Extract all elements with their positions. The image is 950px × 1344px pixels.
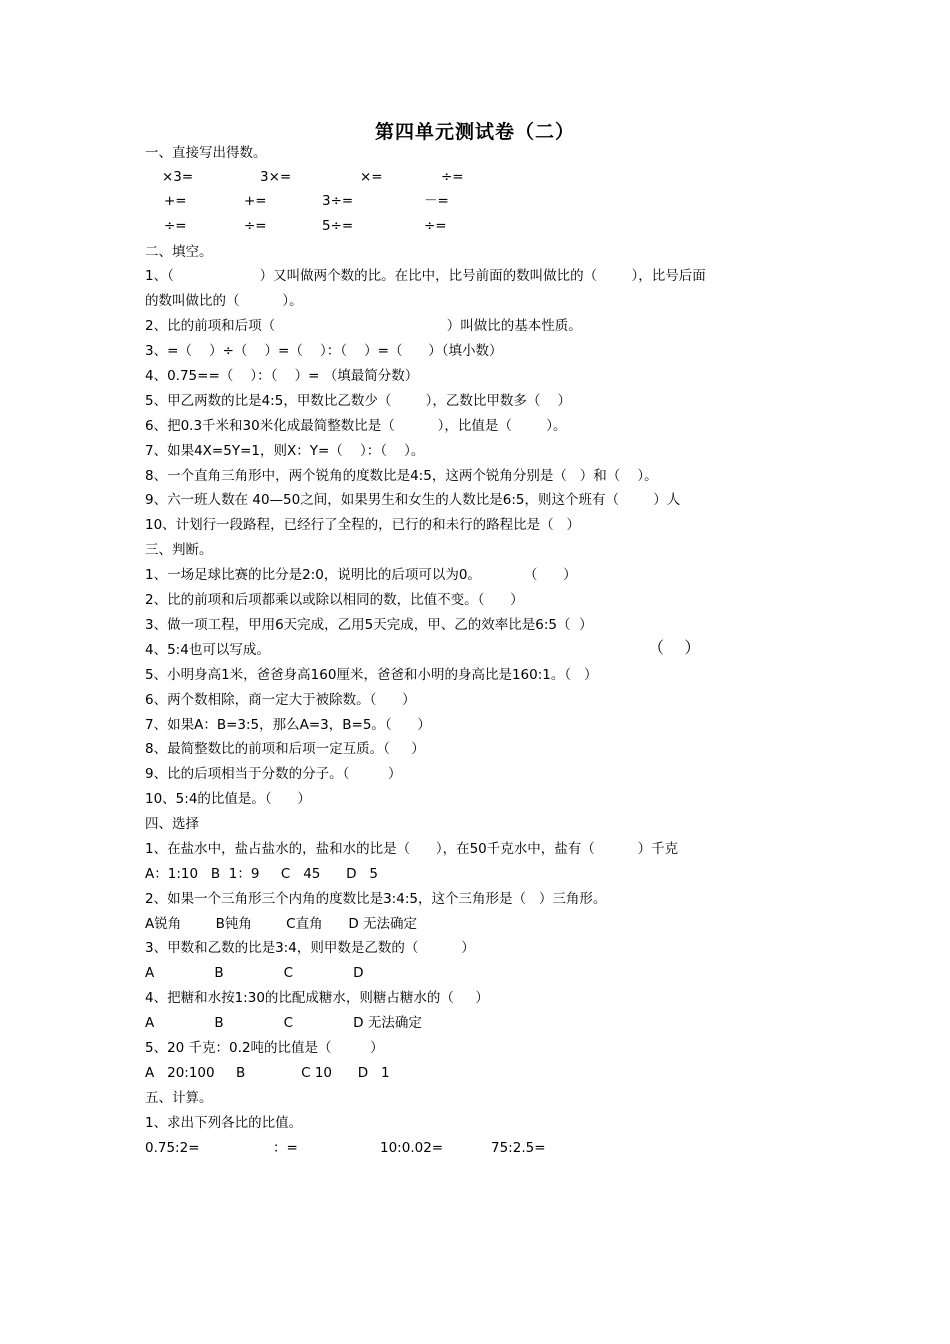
- judge-bracket: （ ）: [648, 638, 701, 657]
- choice-line: 1、在盐水中，盐占盐水的，盐和水的比是（ ），在50千克水中，盐有（ ）千克: [145, 841, 679, 857]
- fill-line: 1、（ ）又叫做两个数的比。在比中，比号前面的数叫做比的（ ），比号后面: [145, 268, 706, 284]
- fill-line: 4、0.75==（ ）：（ ）= （填最简分数）: [145, 368, 419, 384]
- judge-line: 2、比的前项和后项都乘以或除以相同的数，比值不变。（ ）: [145, 592, 524, 608]
- judge-line: 6、两个数相除，商一定大于被除数。（ ）: [145, 692, 416, 708]
- section-1-heading: 一、直接写出得数。: [145, 145, 267, 161]
- calc-item: ×=: [360, 169, 383, 185]
- judge-line: 1、一场足球比赛的比分是2:0，说明比的后项可以为0。 （ ）: [145, 567, 577, 583]
- choice-line: 4、把糖和水按1:30的比配成糖水，则糖占糖水的（ ）: [145, 990, 489, 1006]
- section-3-heading: 三、判断。: [145, 542, 213, 558]
- fill-line: 10、计划行一段路程，已经行了全程的，已行的和未行的路程比是（ ）: [145, 517, 581, 533]
- calc-item: 3÷=: [322, 193, 354, 209]
- calc-instruction: 1、求出下列各比的比值。: [145, 1115, 303, 1131]
- calc-item: －=: [424, 193, 449, 209]
- judge-line: 4、5:4也可以写成。: [145, 642, 270, 658]
- fill-line: 6、把0.3千米和30米化成最简整数比是（ ），比值是（ ）。: [145, 418, 567, 434]
- choice-options: A B C D 无法确定: [145, 1015, 422, 1031]
- ratio-item: 0.75:2=: [145, 1140, 200, 1156]
- page-title: 第四单元测试卷（二）: [374, 121, 575, 143]
- ratio-item: 10:0.02=: [380, 1140, 444, 1156]
- calc-item: ÷=: [244, 218, 267, 234]
- choice-line: 2、如果一个三角形三个内角的度数比是3:4:5，这个三角形是（ ）三角形。: [145, 891, 607, 907]
- choice-options: A 20:100 B C 10 D 1: [145, 1065, 390, 1081]
- judge-line: 8、最简整数比的前项和后项一定互质。（ ）: [145, 741, 425, 757]
- judge-line: 7、如果A：B=3:5，那么A=3，B=5。（ ）: [145, 717, 431, 733]
- calc-item: ÷=: [441, 169, 464, 185]
- fill-line: 8、一个直角三角形中，两个锐角的度数比是4:5，这两个锐角分别是（ ）和（ ）。: [145, 468, 658, 484]
- fill-line: 5、甲乙两数的比是4:5，甲数比乙数少（ ），乙数比甲数多（ ）: [145, 393, 572, 409]
- choice-line: 5、20 千克：0.2吨的比值是（ ）: [145, 1040, 384, 1056]
- calc-item: 3×=: [260, 169, 292, 185]
- section-4-heading: 四、选择: [145, 816, 199, 832]
- choice-options: A：1:10 B 1：9 C 45 D 5: [145, 866, 378, 882]
- calc-item: ×3=: [162, 169, 194, 185]
- judge-line: 3、做一项工程，甲用6天完成，乙用5天完成，甲、乙的效率比是6:5（ ）: [145, 617, 593, 633]
- choice-options: A锐角 B钝角 C直角 D 无法确定: [145, 916, 418, 932]
- fill-line: 2、比的前项和后项（ ）叫做比的基本性质。: [145, 318, 582, 334]
- ratio-item: 75:2.5=: [491, 1140, 546, 1156]
- calc-item: +=: [164, 193, 187, 209]
- judge-line: 5、小明身高1米，爸爸身高160厘米，爸爸和小明的身高比是160:1。（ ）: [145, 667, 598, 683]
- fill-line: 的数叫做比的（ ）。: [145, 293, 303, 309]
- fill-line: 7、如果4X=5Y=1，则X：Y=（ ）：（ ）。: [145, 443, 425, 459]
- fill-line: 3、=（ ）÷（ ）=（ ）：（ ）=（ ）（填小数）: [145, 343, 503, 359]
- calc-item: +=: [244, 193, 267, 209]
- section-5-heading: 五、计算。: [145, 1090, 213, 1106]
- choice-options: A B C D: [145, 965, 364, 981]
- ratio-item: ：=: [273, 1140, 298, 1156]
- section-2-heading: 二、填空。: [145, 244, 213, 260]
- calc-item: ÷=: [164, 218, 187, 234]
- fill-line: 9、六一班人数在 40—50之间，如果男生和女生的人数比是6:5，则这个班有（ ）人: [145, 492, 681, 508]
- judge-line: 9、比的后项相当于分数的分子。（ ）: [145, 766, 402, 782]
- choice-line: 3、甲数和乙数的比是3:4，则甲数是乙数的（ ）: [145, 940, 475, 956]
- judge-line: 10、5:4的比值是。（ ）: [145, 791, 311, 807]
- calc-item: 5÷=: [322, 218, 354, 234]
- calc-item: ÷=: [424, 218, 447, 234]
